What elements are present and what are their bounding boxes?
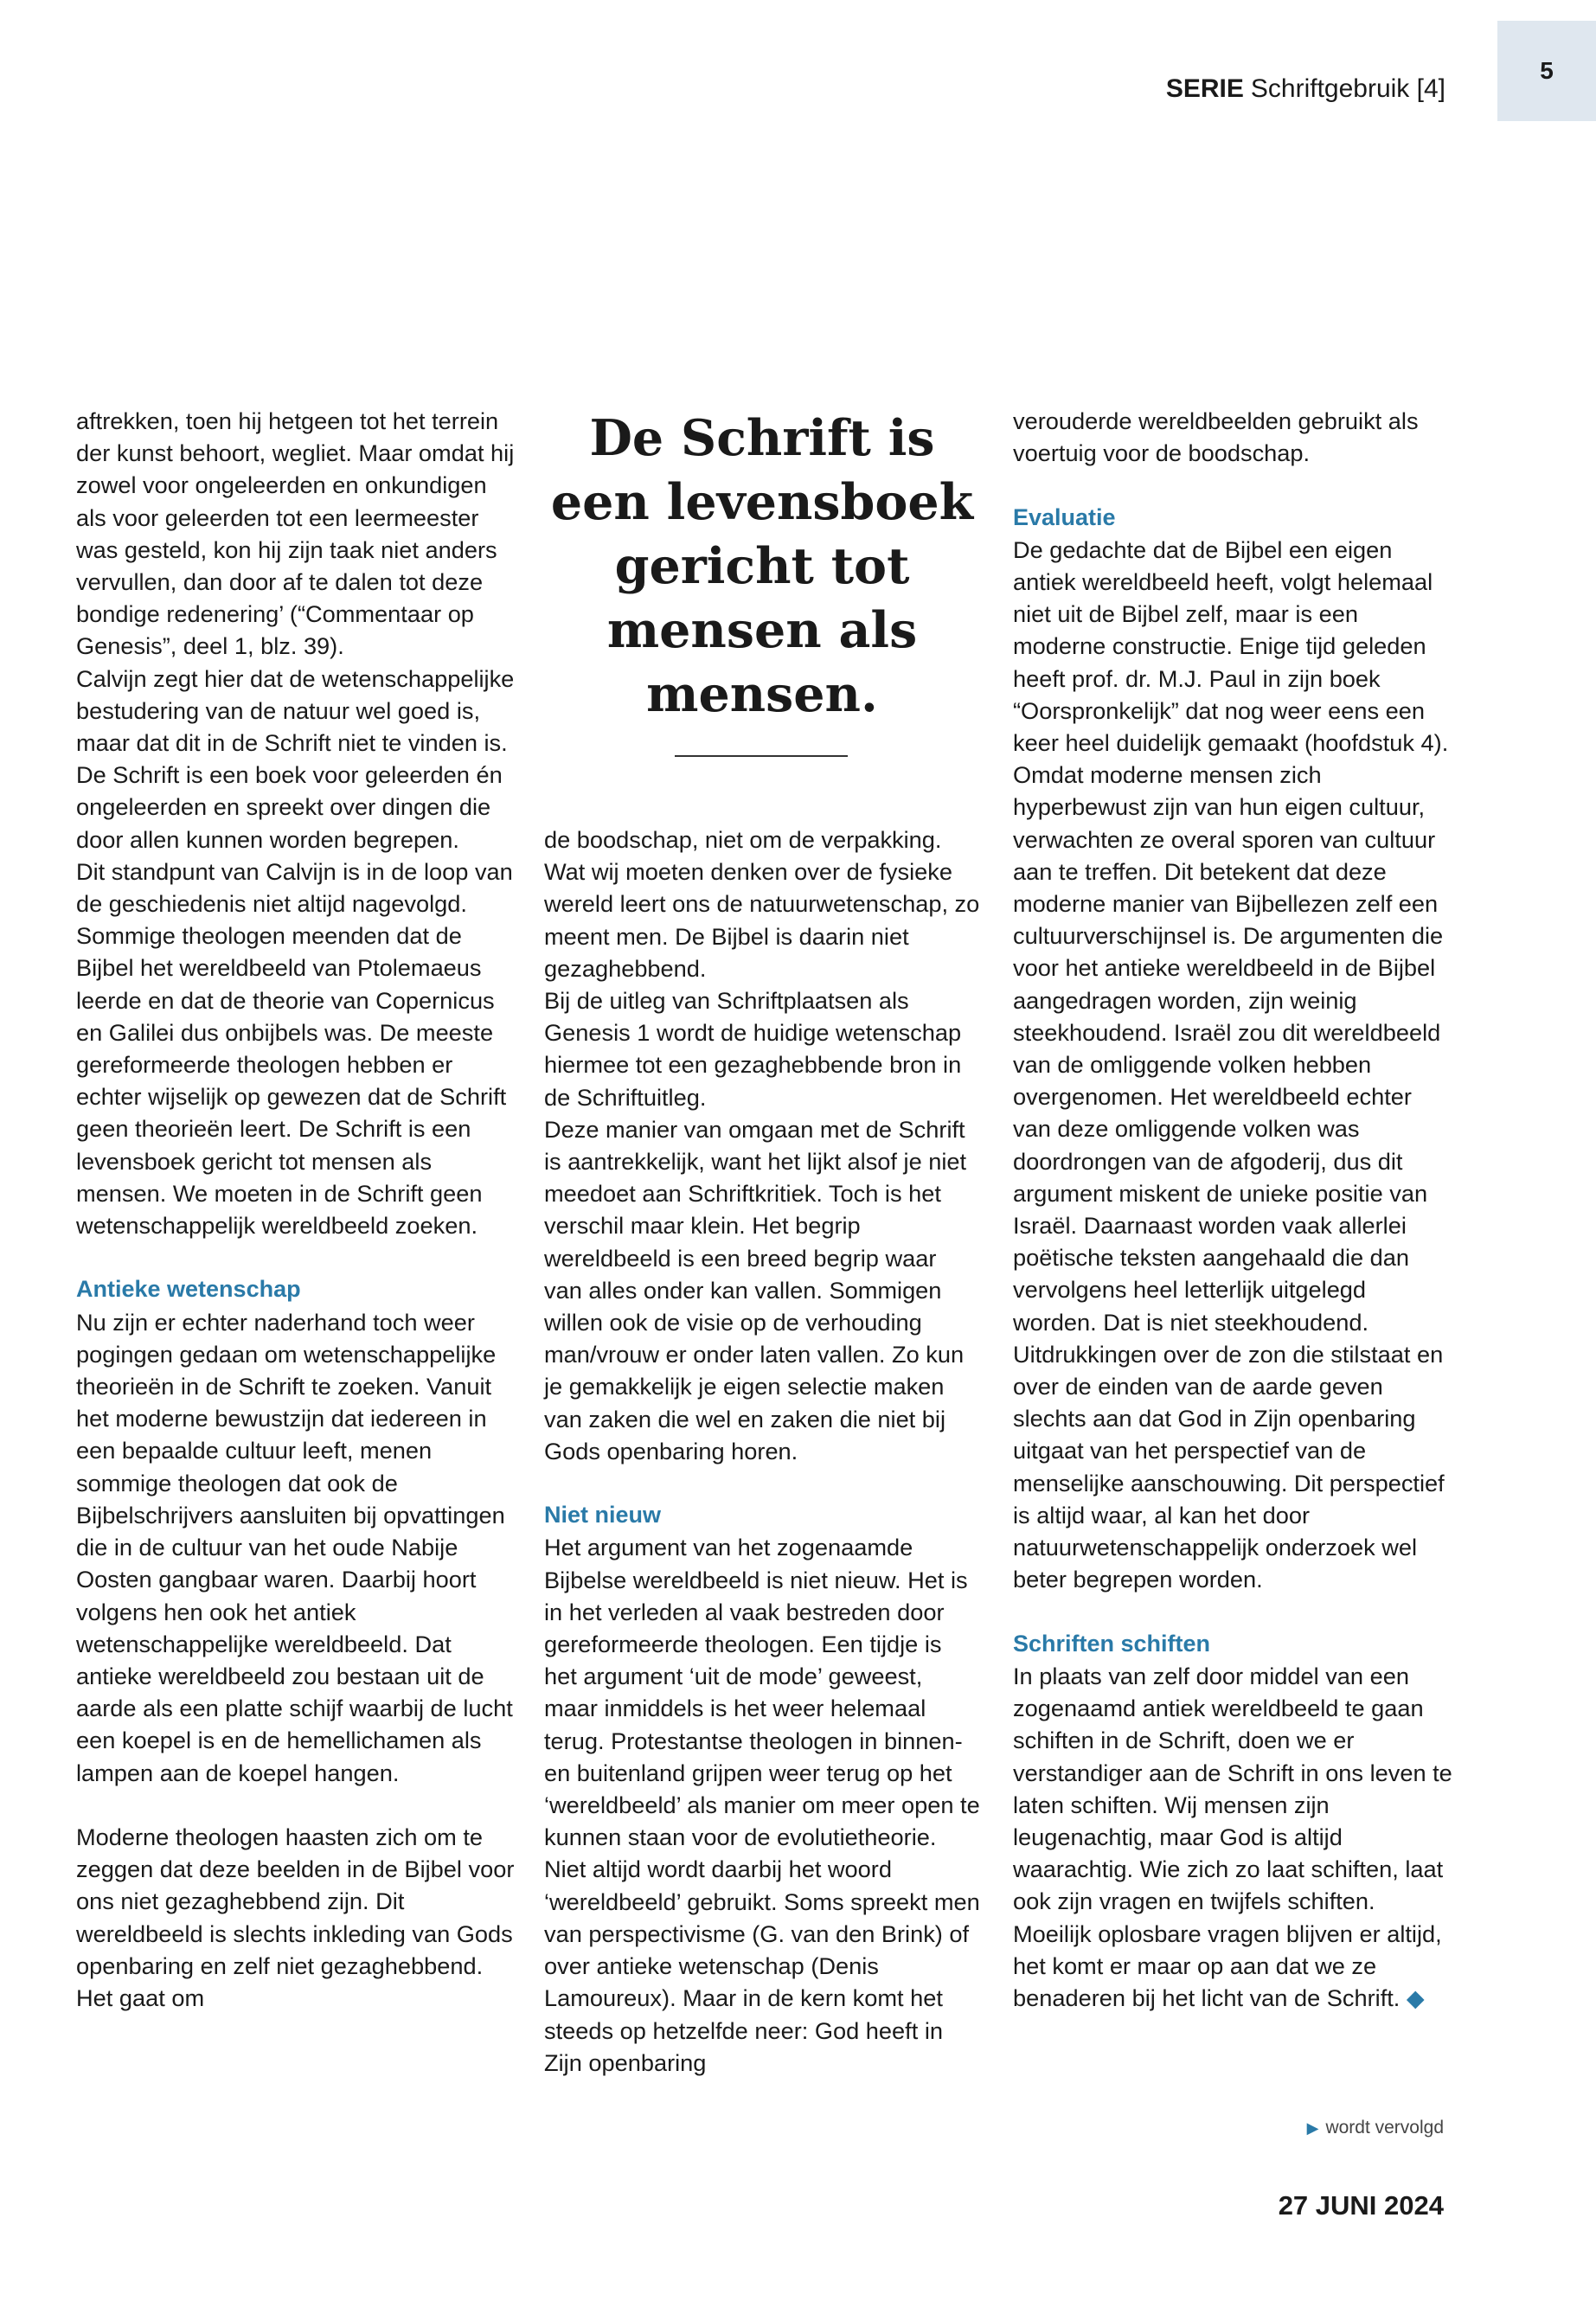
issue-date: 27 JUNI 2024 [1278, 2190, 1444, 2221]
paragraph: Calvijn zegt hier dat de wetenschappelijke bestudering van de natuur wel goed is, maar dat dit in de Schrift niet te vinden is. De Schrift is een boek voor geleerden én ongeleerden en spreekt over dingen die door allen kunnen worden begrepen. [76, 664, 515, 853]
paragraph: Moderne theologen haasten zich om te zeggen dat deze beelden in de Bijbel voor ons niet gezaghebbend zijn. Dit wereldbeeld is slechts inkleding van Gods openbaring en zelf niet gezaghebbend. Het gaat om [76, 1823, 515, 2011]
section-heading: Evaluatie [1013, 503, 1116, 530]
page-number: 5 [1540, 57, 1554, 84]
final-paragraph-text: In plaats van zelf door middel van een zogenaamd antiek wereldbeeld te gaan schiften in de Schrift, doen we er verstandiger aan de Schrift in ons leven te laten schiften. Wij mensen zijn leugenachtig, maar God is altijd waarachtig. Wie zich zo laat schiften, laat ook zijn vragen en twijfels schiften. Moeilijk oplosbare vragen blijven er altijd, het komt er maar op aan dat we ze benaderen bij het licht van de Schrift. [1013, 1662, 1452, 2011]
series-label: SERIE [1165, 74, 1244, 103]
arrow-right-icon: ▶ [1306, 2119, 1319, 2137]
pull-quote-divider [675, 755, 848, 757]
page-number-tab [1497, 21, 1596, 121]
article-column-2 [544, 824, 980, 2079]
paragraph: verouderde wereldbeelden gebruikt als voertuig voor de boodschap. [1013, 407, 1419, 467]
section-heading: Niet nieuw [544, 1502, 662, 1529]
paragraph: Het argument van het zogenaamde Bijbelse wereldbeeld is niet nieuw. Het is in het verleden al vaak bestreden door gereformeerde theologen. Een tijdje is het argument ‘uit de mode’ geweest, maar inmiddels is het weer helemaal terug. Protestantse theologen in binnen- en buitenland grijpen weer terug op het ‘wereldbeeld’ als manier om meer open te kunnen staan voor de evolutietheorie. Niet altijd wordt daarbij het woord ‘wereldbeeld’ gebruikt. Soms spreekt men van perspectivisme (G. van den Brink) of over antieke wetenschap (Denis Lamoureux). Maar in de kern komt het steeds op hetzelfde neer: God heeft in Zijn openbaring [544, 1534, 980, 2076]
series-title: Schriftgebruik [4] [1250, 74, 1445, 103]
section-heading: Antieke wetenschap [76, 1276, 301, 1303]
paragraph: Dit standpunt van Calvijn is in de loop van de geschiedenis niet altijd nagevolgd. Sommige theologen meenden dat de Bijbel het wereldbeeld van Ptolemaeus leerde en dat de theorie van Copernicus en Galilei dus onbijbels was. De meeste gereformeerde theologen hebben er echter wijselijk op gewezen dat de Schrift geen theorieën leert. De Schrift is een levensboek gericht tot mensen als mensen. We moeten in de Schrift geen wetenschappelijk wereldbeeld zoeken. [76, 857, 513, 1240]
end-diamond-icon: ◆ [1406, 1984, 1425, 2011]
section-heading: Schriften schiften [1013, 1630, 1211, 1657]
paragraph: Nu zijn er echter naderhand toch weer pogingen gedaan om wetenschappelijke theorieën in de Schrift te zoeken. Vanuit het moderne bewustzijn dat iedereen in een bepaalde cultuur leeft, menen sommige theologen dat ook de Bijbelschrijvers aansluiten bij opvattingen die in de cultuur van het oude Nabije Oosten gangbaar waren. Daarbij hoort volgens hen ook het antiek wetenschappelijke wereldbeeld. Dat antieke wereldbeeld zou bestaan uit de aarde als een platte schijf waarbij de lucht een koepel is en de hemellichamen als lampen aan de koepel hangen. [76, 1308, 513, 1786]
series-header [1166, 74, 1445, 104]
paragraph: Deze manier van omgaan met de Schrift is aantrekkelijk, want het lijkt alsof je niet meedoet aan Schriftkritiek. Toch is het verschil maar klein. Het begrip wereldbeeld is een breed begrip waar van alles onder kan vallen. Sommigen willen ook de visie op de verhouding man/vrouw er onder laten vallen. Zo kun je gemakkelijk je eigen selectie maken van zaken die wel en zaken die niet bij Gods openbaring horen. [544, 1115, 967, 1465]
pull-quote: De Schrift is een levensboek gericht tot mensen als mensen. [550, 409, 974, 723]
continued-label: wordt vervolgd [1325, 2118, 1444, 2138]
paragraph: aftrekken, toen hij hetgeen tot het terrein der kunst behoort, wegliet. Maar omdat hij zowel voor ongeleerden en onkundigen als voor geleerden tot een leermeester was gesteld, kon hij zijn taak niet anders vervullen, dan door af te dalen tot deze bondige redenering’ (“Commentaar op Genesis”, deel 1, blz. 39). [76, 407, 515, 660]
paragraph [1013, 1660, 1456, 2014]
article-column-1 [76, 405, 519, 2014]
paragraph: de boodschap, niet om de verpakking. Wat wij moeten denken over de fysieke wereld leert ons de natuurwetenschap, zo meent men. De Bijbel is daarin niet gezaghebbend. [544, 826, 980, 982]
continued-note [1307, 2118, 1444, 2138]
paragraph: De gedachte dat de Bijbel een eigen antiek wereldbeeld heeft, volgt helemaal niet uit de Bijbel zelf, maar is een moderne constructie. Enige tijd geleden heeft prof. dr. M.J. Paul in zijn boek “Oorspronkelijk” dat nog weer eens een keer heel duidelijk gemaakt (hoofdstuk 4). Omdat moderne mensen zich hyperbewust zijn van hun eigen cultuur, verwachten ze overal sporen van cultuur aan te treffen. Dit betekent dat deze moderne manier van Bijbellezen zelf een cultuurverschijnsel is. De argumenten die voor het antieke wereldbeeld in de Bijbel aangedragen worden, zijn weinig steekhoudend. Israël zou dit wereldbeeld van de omliggende volken hebben overgenomen. Het wereldbeeld echter van deze omliggende volken was doordrongen van de afgoderij, dus dit argument miskent de unieke positie van Israël. Daarnaast worden vaak allerlei poëtische teksten aangehaald die dan vervolgens heel letterlijk uitgelegd worden. Dat is niet steekhoudend. Uitdrukkingen over de zon die stilstaat en over de einden van de aarde geven slechts aan dat God in Zijn openbaring uitgaat van het perspectief van de menselijke aanschouwing. Dit perspectief is altijd waar, al kan het door natuurwetenschappelijk onderzoek wel beter begrepen worden. [1013, 535, 1449, 1593]
article-column-3 [1013, 405, 1456, 2014]
paragraph: Bij de uitleg van Schriftplaatsen als Genesis 1 wordt de huidige wetenschap hiermee tot een gezaghebbende bron in de Schriftuitleg. [544, 987, 962, 1111]
